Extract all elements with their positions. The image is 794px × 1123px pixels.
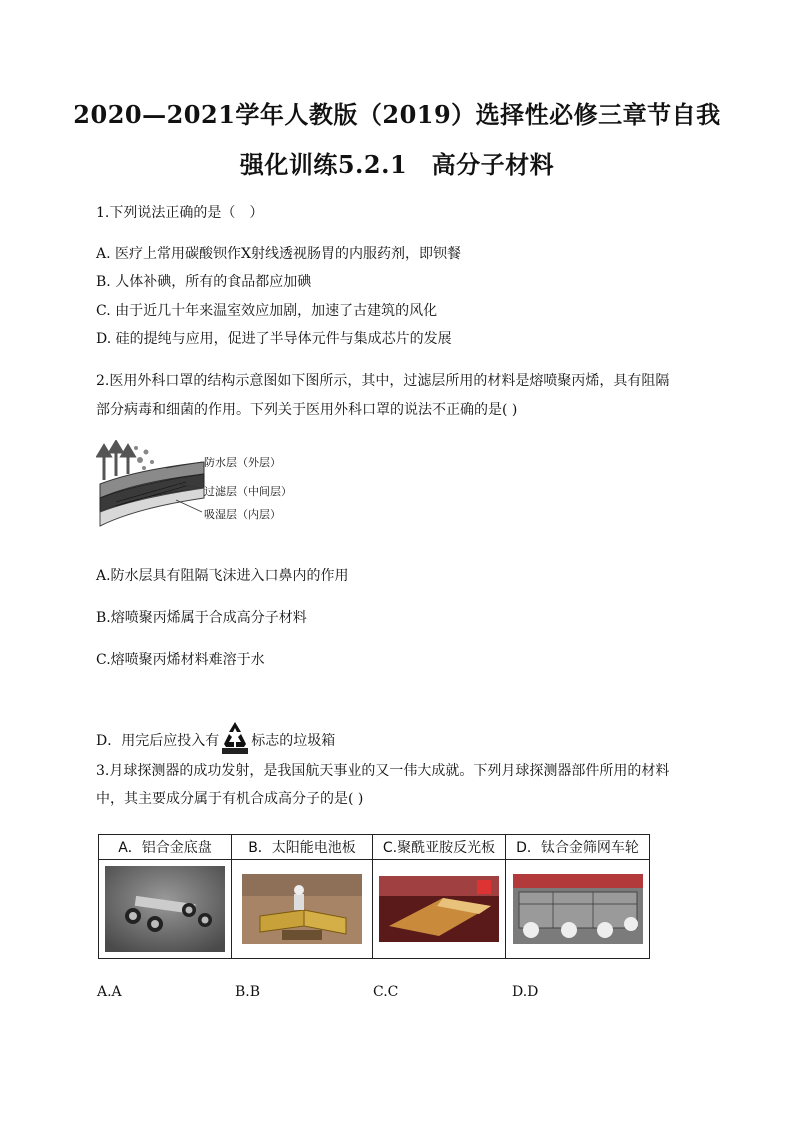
mask-label-waterproof: 防水层（外层） [204,456,281,469]
q3-stem-line2: 中，其主要成分属于有机合成高分子的是( ) [96,791,364,807]
mask-layers-figure [96,440,292,532]
title-line-2: 强化训练5.2.1 高分子材料 [239,150,555,179]
q2-option-a: A.防水层具有阻隔飞沫进入口鼻内的作用 [96,568,349,584]
title-line-1: 2020—2021学年人教版（2019）选择性必修三章节自我 [73,100,721,129]
wheel-photo [513,874,643,944]
q3-answer-a: A.A [97,984,122,1000]
q3-answer-c: C.C [373,984,399,1000]
mask-label-filter: 过滤层（中间层） [204,485,292,498]
q2-option-d [96,716,335,750]
q1-option-a: A. 医疗上常用碳酸钡作X射线透视肠胃的内服药剂，即钡餐 [96,246,461,262]
q3-header-a: A．铝合金底盘 [99,835,232,860]
q3-header-d: D．钛合金筛网车轮 [506,835,650,860]
reflector-photo [379,876,499,942]
q2-stem-line1: 2.医用外科口罩的结构示意图如下图所示，其中，过滤层所用的材料是熔喷聚丙烯，具有阻隔 [96,373,670,389]
q3-image-a-cell [99,860,232,959]
q2-option-d-text-after: 标志的垃圾箱 [251,733,336,749]
q1-stem: 1.下列说法正确的是（ ） [96,205,264,221]
q2-option-d-text-before: D．用完后应投入有 [96,733,220,749]
q3-answer-b: B.B [235,984,261,1000]
q2-option-b: B.熔喷聚丙烯属于合成高分子材料 [96,610,307,626]
q3-header-b: B．太阳能电池板 [232,835,373,860]
q3-stem-line1: 3.月球探测器的成功发射，是我国航天事业的又一伟大成就。下列月球探测器部件所用的材料 [96,763,670,779]
q1-option-c: C. 由于近几十年来温室效应加剧，加速了古建筑的风化 [96,303,438,319]
q3-options-table [98,834,650,959]
q3-image-d-cell [506,860,650,959]
q3-header-c: C.聚酰亚胺反光板 [373,835,506,860]
q1-option-d: D. 硅的提纯与应用，促进了半导体元件与集成芯片的发展 [96,331,452,347]
q2-stem-line2: 部分病毒和细菌的作用。下列关于医用外科口罩的说法不正确的是( ) [96,402,518,418]
recycle-icon [220,720,250,754]
q3-answer-d: D.D [512,984,539,1000]
q1-option-b: B. 人体补碘，所有的食品都应加碘 [96,274,312,290]
mask-layers-drawing [96,440,206,532]
q2-option-c: C.熔喷聚丙烯材料难溶于水 [96,652,265,668]
q3-image-b-cell [232,860,373,959]
chassis-photo [105,866,225,952]
q3-image-c-cell [373,860,506,959]
solar-panel-photo [242,873,362,945]
mask-label-absorbent: 吸湿层（内层） [204,508,281,521]
